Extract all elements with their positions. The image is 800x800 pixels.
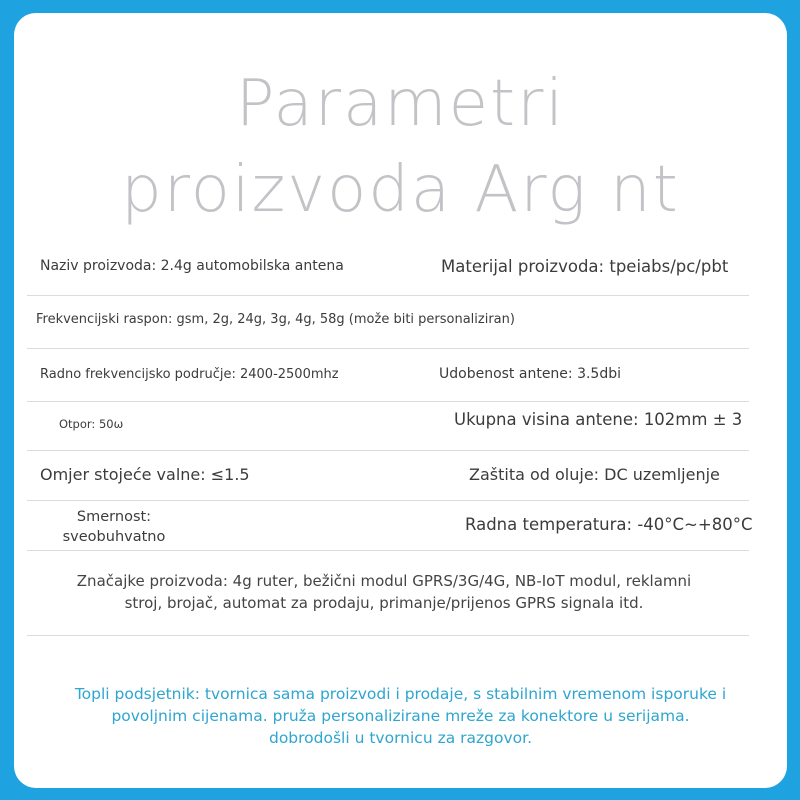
spec-direction-line-2: sveobuhvatno (62, 529, 166, 545)
features-line-2: stroj, brojač, automat za prodaju, primanje/prijenos GPRS signala itd. (124, 594, 644, 612)
spec-direction (54, 507, 174, 547)
spec-working-band: Radno frekvencijsko područje: 2400-2500mhz (40, 367, 339, 382)
spec-gain: Udobenost antene: 3.5dbi (439, 366, 622, 382)
product-features (34, 570, 734, 614)
row-divider (27, 550, 749, 551)
spec-frequency-range: Frekvencijski raspon: gsm, 2g, 24g, 3g, 4g, 58g (može biti personaliziran) (36, 312, 515, 327)
row-divider (27, 635, 749, 636)
reminder-line-3: dobrodošli u tvornicu za razgovor. (268, 729, 533, 747)
row-divider (27, 450, 749, 451)
warm-reminder (34, 683, 767, 749)
spec-material: Materijal proizvoda: tpeiabs/pc/pbt (441, 257, 729, 276)
spec-lightning: Zaštita od oluje: DC uzemljenje (469, 465, 720, 484)
features-line-1: Značajke proizvoda: 4g ruter, bežični modul GPRS/3G/4G, NB-IoT modul, reklamni (76, 572, 692, 590)
row-divider (27, 295, 749, 296)
spec-temperature: Radna temperatura: -40°C~+80°C (465, 515, 753, 534)
title-line-1: Parametri (235, 67, 566, 141)
title-line-2: proizvoda Arg nt (121, 153, 680, 227)
spec-height: Ukupna visina antene: 102mm ± 3 (454, 410, 743, 429)
spec-vswr: Omjer stojeće valne: ≤1.5 (40, 465, 250, 484)
row-divider (27, 348, 749, 349)
spec-name: Naziv proizvoda: 2.4g automobilska antena (40, 258, 344, 274)
reminder-line-1: Topli podsjetnik: tvornica sama proizvodi i prodaje, s stabilnim vremenom isporuke i (74, 685, 727, 703)
row-divider (27, 401, 749, 402)
spec-impedance: Otpor: 50ω (59, 417, 124, 431)
row-divider (27, 500, 749, 501)
reminder-line-2: povoljnim cijenama. pruža personalizirane mreže za konektore u serijama. (111, 707, 690, 725)
spec-direction-line-1: Smernost: (76, 509, 152, 525)
page-title (14, 61, 787, 233)
parameters-card (14, 13, 787, 788)
